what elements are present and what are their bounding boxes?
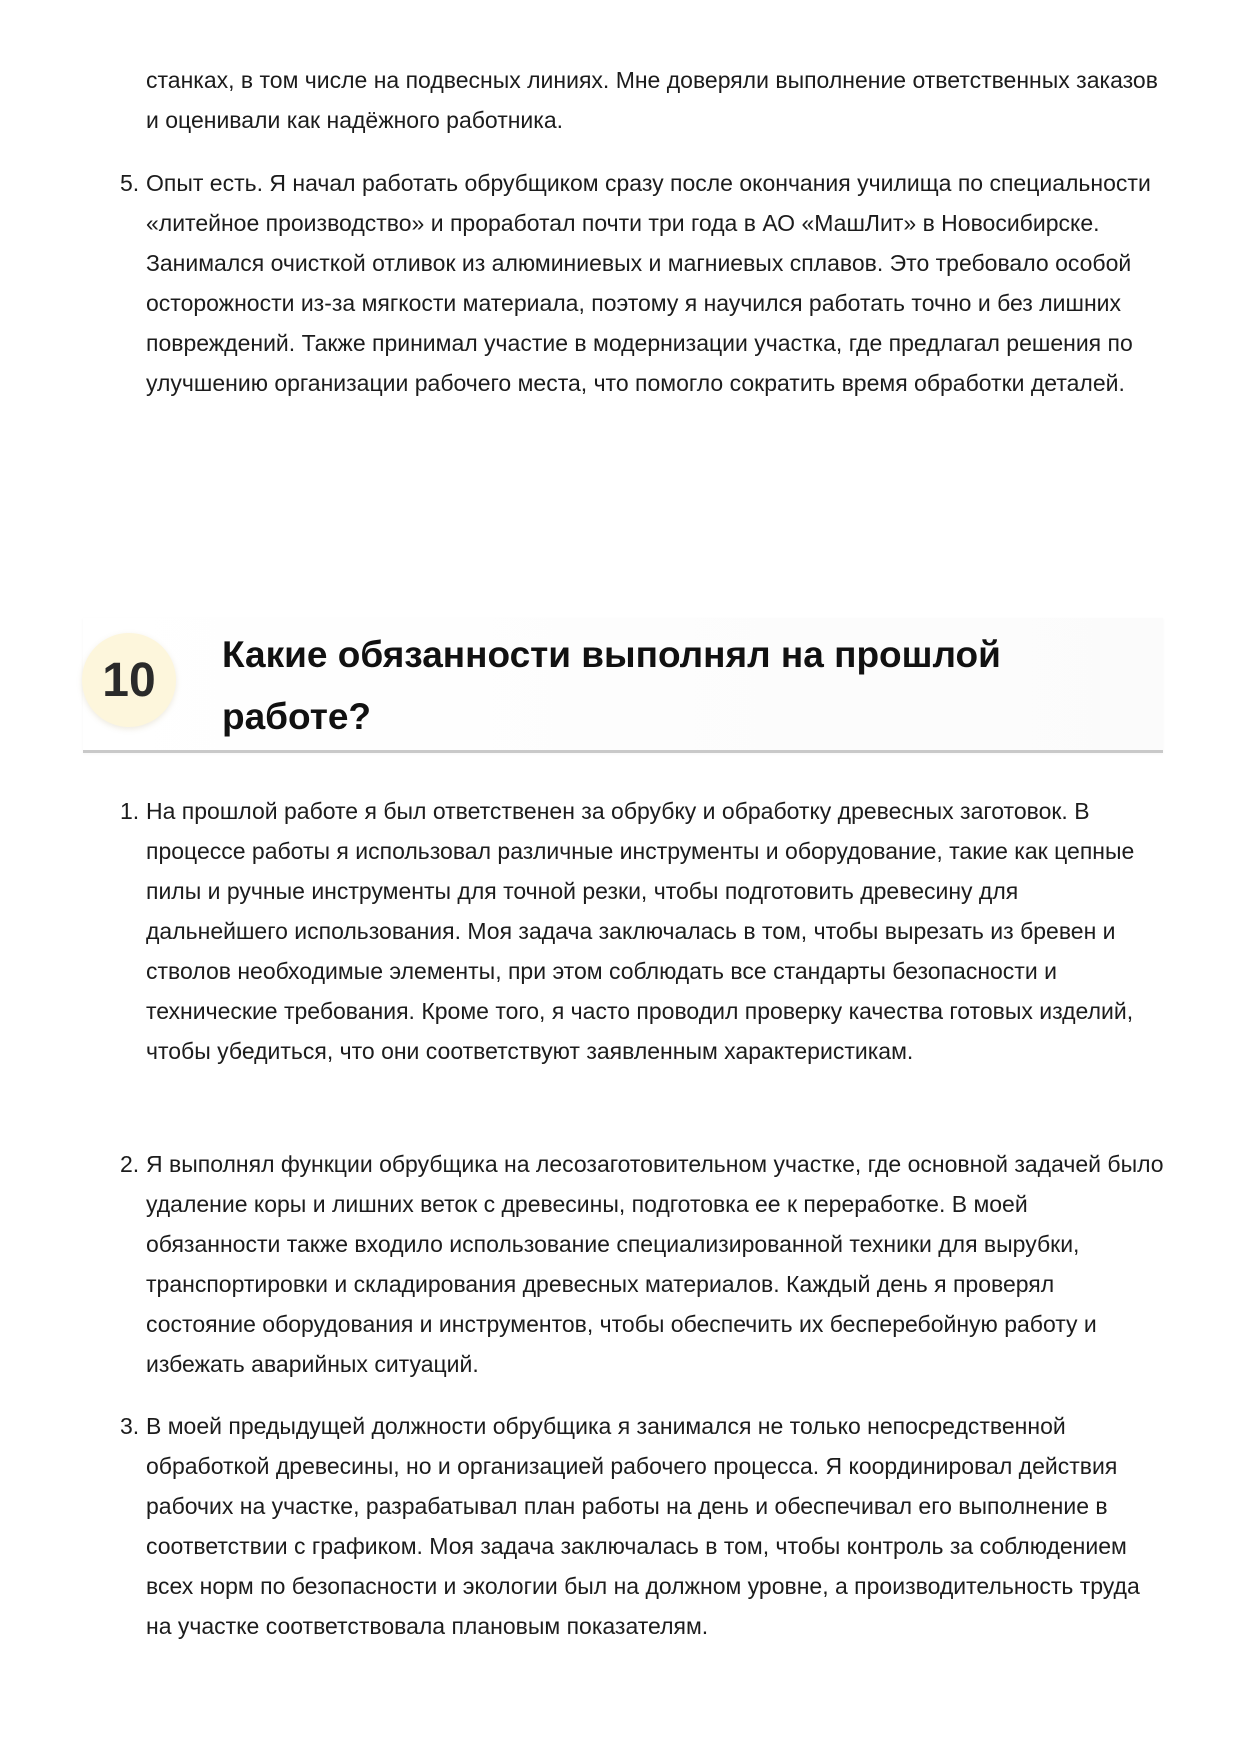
- list-item-5-text: Опыт есть. Я начал работать обрубщиком сразу после окончания училища по специальности «литейное производство» и проработал почти три года в АО «МашЛит» в Новосибирске. Занимался очисткой отливок из алюминиевых и магниевых сплавов. Это требовало особой осторожности из-за мягкости материала, поэтому я научился работать точно и без лишних повреждений. Также принимал участие в модернизации участка, где предлагал решения по улучшению организации рабочего места, что помогло сократить время обработки деталей.: [146, 170, 1151, 396]
- answer-2-text: Я выполнял функции обрубщика на лесозаготовительном участке, где основной задачей было удаление коры и лишних веток с древесины, подготовка ее к переработке. В моей обязанности также входило использование специализированной техники для вырубки, транспортировки и складирования древесных материалов. Каждый день я проверял состояние оборудования и инструментов, чтобы обеспечить их бесперебойную работу и избежать аварийных ситуаций.: [146, 1151, 1164, 1377]
- answer-3-text: В моей предыдущей должности обрубщика я занимался не только непосредственной обработкой древесины, но и организацией рабочего процесса. Я координировал действия рабочих на участке, разрабатывал план работы на день и обеспечивал его выполнение в соответствии с графиком. Моя задача заключалась в том, чтобы контроль за соблюдением всех норм по безопасности и экологии был на должном уровне, а производительность труда на участке соответствовала плановым показателям.: [146, 1413, 1140, 1639]
- section-number-badge: 10: [82, 633, 176, 727]
- list-number-5: 5.: [120, 170, 140, 196]
- answer-number-1: 1.: [120, 798, 140, 824]
- intro-continuation-text: станках, в том числе на подвесных линиях. Мне доверяли выполнение ответственных заказов и оценивали как надёжного работника.: [146, 67, 1158, 133]
- section-title: Какие обязанности выполнял на прошлой работе?: [222, 634, 1001, 737]
- answer-1-text: На прошлой работе я был ответственен за обрубку и обработку древесных заготовок. В процессе работы я использовал различные инструменты и оборудование, такие как цепные пилы и ручные инструменты для точной резки, чтобы подготовить древесину для дальнейшего использования. Моя задача заключалась в том, чтобы вырезать из бревен и стволов необходимые элементы, при этом соблюдать все стандарты безопасности и технические требования. Кроме того, я часто проводил проверку качества готовых изделий, чтобы убедиться, что они соответствуют заявленным характеристикам.: [146, 798, 1135, 1064]
- answer-number-2: 2.: [120, 1151, 140, 1177]
- answer-number-3: 3.: [120, 1413, 140, 1439]
